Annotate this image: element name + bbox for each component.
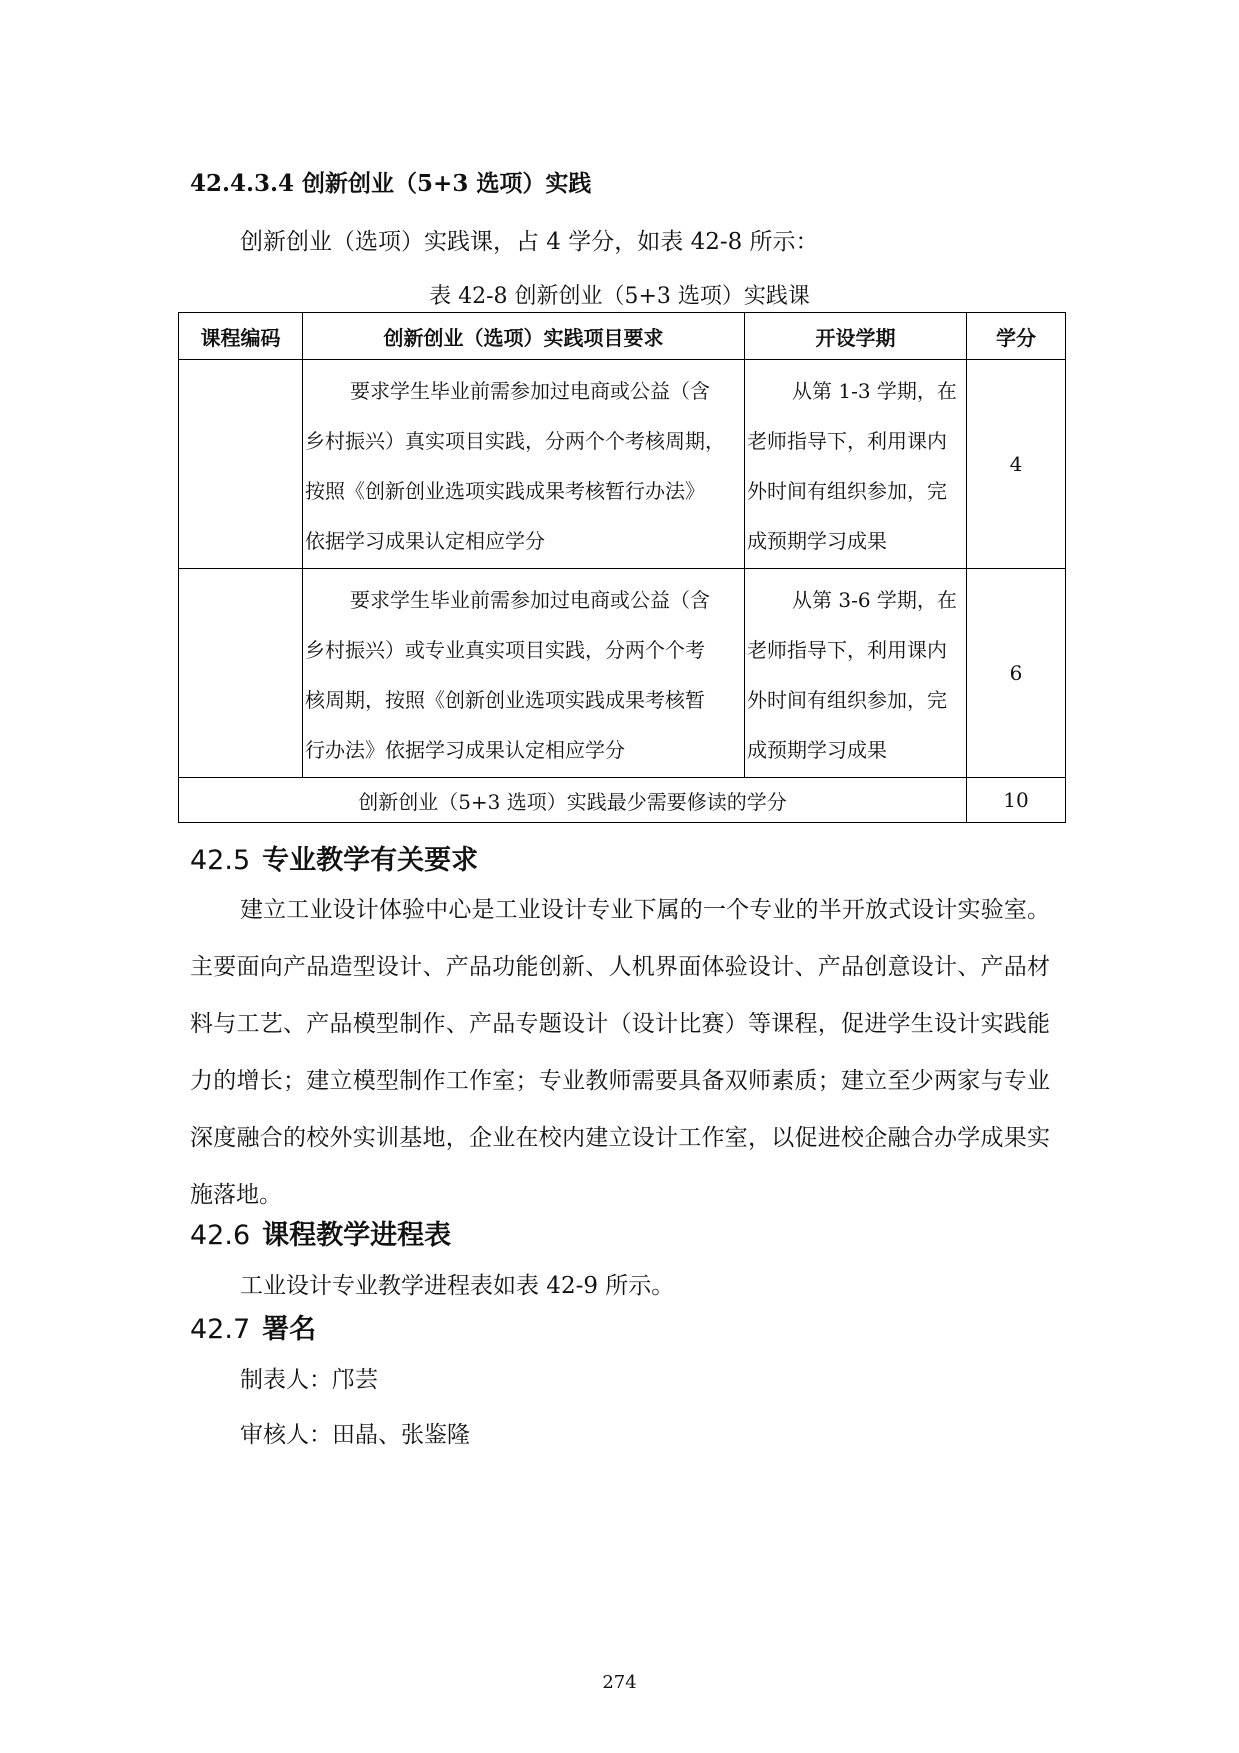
requirement-line: 按照《创新创业选项实践成果考核暂行办法》 [305,479,705,503]
semester-line: 外时间有组织参加，完 [747,688,947,712]
semester-line: 成预期学习成果 [747,529,887,553]
section-title: 课程教学进程表 [262,1220,452,1251]
semester-line: 成预期学习成果 [747,738,887,762]
total-label-cell: 创新创业（5+3 选项）实践最少需要修读的学分 [179,778,967,823]
section-heading-42-4-3-4: 42.4.3.4 创新创业（5+3 选项）实践 [190,170,592,197]
semester-line: 从第 1-3 学期，在 [792,379,957,403]
header-course-code: 课程编码 [179,313,303,360]
requirement-line: 依据学习成果认定相应学分 [305,529,545,553]
course-code-cell [179,360,303,569]
semester-line: 老师指导下，利用课内 [747,638,947,662]
credit-cell: 4 [967,360,1066,569]
requirement-line: 要求学生毕业前需参加过电商或公益（含 [350,379,710,403]
header-requirement: 创新创业（选项）实践项目要求 [303,313,745,360]
semester-cell [745,569,967,778]
section-heading-42-5 [190,838,478,877]
intro-paragraph: 创新创业（选项）实践课，占 4 学分，如表 42-8 所示： [240,229,819,255]
semester-line: 从第 3-6 学期，在 [792,588,957,612]
section-6-body: 工业设计专业教学进程表如表 42-9 所示。 [240,1273,675,1299]
semester-line: 老师指导下，利用课内 [747,429,947,453]
requirement-line: 乡村振兴）真实项目实践，分两个个考核周期， [305,429,725,453]
reviewer-line: 审核人：田晶、张鉴隆 [240,1422,470,1448]
page-number: 274 [602,1672,637,1693]
section-title: 署名 [262,1314,317,1345]
table-row [179,569,1066,778]
section-heading-42-7 [190,1307,316,1346]
table-row [179,360,1066,569]
table-total-row [179,778,1066,823]
table-caption: 表 42-8 创新创业（5+3 选项）实践课 [429,284,810,309]
requirement-line: 要求学生毕业前需参加过电商或公益（含 [350,588,710,612]
section-number: 42.6 [190,1220,251,1251]
requirement-line: 乡村振兴）或专业真实项目实践，分两个个考 [305,638,705,662]
requirement-cell [303,360,745,569]
maker-line: 制表人：邝芸 [240,1367,378,1393]
semester-cell [745,360,967,569]
section-number: 42.5 [190,845,251,876]
course-code-cell [179,569,303,778]
header-credit: 学分 [967,313,1066,360]
semester-line: 外时间有组织参加，完 [747,479,947,503]
section-5-body: 建立工业设计体验中心是工业设计专业下属的一个专业的半开放式设计实验室。主要面向产品造型设计、产品功能创新、人机界面体验设计、产品创意设计、产品材料与工艺、产品模型制作、产品专题设计（设计比赛）等课程，促进学生设计实践能力的增长；建立模型制作工作室；专业教师需要具备双师素质；建立至少两家与专业深度融合的校外实训基地，企业在校内建立设计工作室，以促进校企融合办学成果实施落地。 [190,897,1050,1208]
total-credit-cell: 10 [967,778,1066,823]
header-semester: 开设学期 [745,313,967,360]
credit-cell: 6 [967,569,1066,778]
section-heading-42-6 [190,1213,451,1252]
requirement-line: 行办法》依据学习成果认定相应学分 [305,738,625,762]
section-number: 42.7 [190,1314,251,1345]
section-title: 专业教学有关要求 [262,845,479,876]
practice-course-table [178,312,1066,823]
requirement-cell [303,569,745,778]
requirement-line: 核周期，按照《创新创业选项实践成果考核暂 [305,688,705,712]
table-header-row [179,313,1066,360]
